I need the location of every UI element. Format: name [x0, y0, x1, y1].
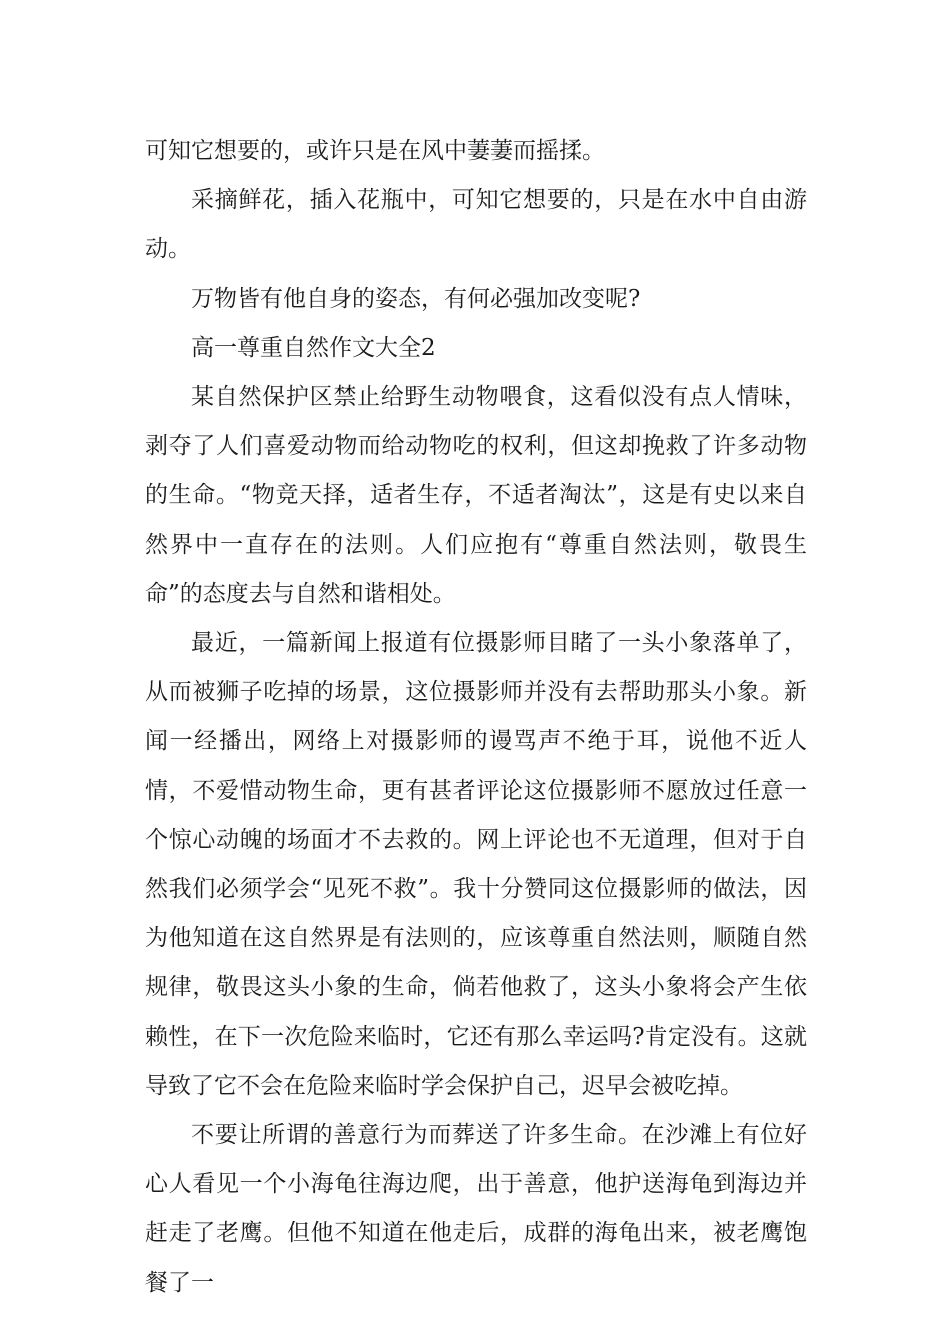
paragraph: 万物皆有他自身的姿态，有何必强加改变呢?	[191, 285, 641, 312]
paragraph: 采摘鲜花，插入花瓶中，可知它想要的，只是在水中自由游动。	[145, 187, 807, 263]
paragraph: 不要让所谓的善意行为而葬送了许多生命。在沙滩上有位好心人看见一个小海龟往海边爬，出于善意，他护送海龟到海边并赶走了老鹰。但他不知道在他走后，成群的海龟出来，被老鹰饱餐了一	[145, 1122, 807, 1296]
paragraph: 可知它想要的，或许只是在风中萋萋而摇揉。	[145, 138, 605, 164]
paragraph: 最近，一篇新闻上报道有位摄影师目睹了一头小象落单了，从而被狮子吃掉的场景，这位摄影师并没有去帮助那头小象。新闻一经播出，网络上对摄影师的谩骂声不绝于耳，说他不近人情，不爱惜动物生命，更有甚者评论这位摄影师不愿放过任意一个惊心动魄的场面才不去救的。网上评论也不无道理，但对于自然我们必须学会“见死不救”。我十分赞同这位摄影师的做法，因为他知道在这自然界是有法则的，应该尊重自然法则，顺随自然规律，敬畏这头小象的生命，倘若他救了，这头小象将会产生依赖性，在下一次危险来临时，它还有那么幸运吗?肯定没有。这就导致了它不会在危险来临时学会保护自己，迟早会被吃掉。	[145, 630, 807, 1099]
paragraph: 某自然保护区禁止给野生动物喂食，这看似没有点人情味，剥夺了人们喜爱动物而给动物吃的权利，但这却挽救了许多动物的生命。“物竞天择，适者生存，不适者淘汰”，这是有史以来自然界中一直存在的法则。人们应抱有“尊重自然法则，敬畏生命”的态度去与自然和谐相处。	[145, 384, 807, 607]
document-body	[145, 127, 807, 1308]
section-heading: 高一尊重自然作文大全2	[191, 334, 436, 361]
